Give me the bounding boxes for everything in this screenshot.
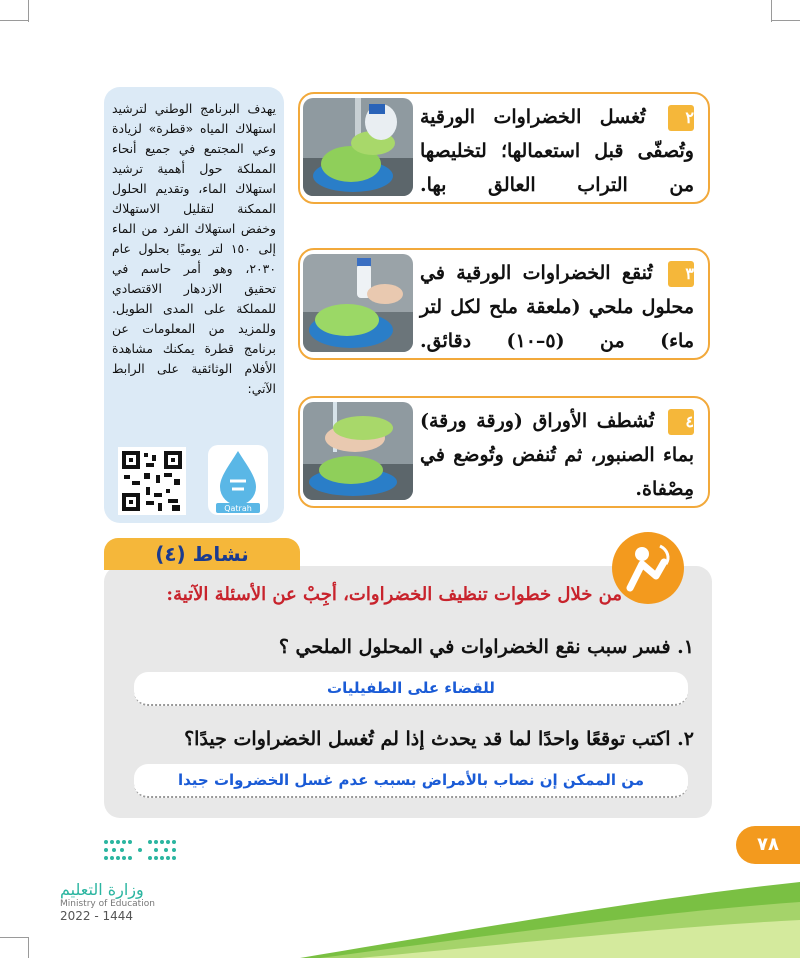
crop-mark bbox=[28, 0, 29, 22]
crop-mark bbox=[772, 20, 800, 21]
activity-prompt: من خلال خطوات تنظيف الخضراوات، أجِبْ عن الأسئلة الآتية: bbox=[166, 584, 622, 605]
edition-year: 2022 - 1444 bbox=[60, 909, 134, 923]
qatrah-logo bbox=[208, 445, 268, 515]
qatrah-logo-text: Qatrah bbox=[224, 504, 252, 513]
qatrah-description: يهدف البرنامج الوطني لترشيد استهلاك المياه «قطرة» لزيادة وعي المجتمع في جميع أنحاء المملكة حول أهمية ترشيد استهلاك الماء، وتقديم الحلول الممكنة لتقليل الاستهلاك وخفض استهلاك الفرد من الماء إلى ١٥٠ لتر يوميًا بحلول عام ٢٠٣٠، وهو أمر حاسم في تحقيق الازدهار الاقتصادي للمملكة على المدى الطويل. وللمزيد من المعلومات عن برنامج قطرة يمكنك مشاهدة الأفلام الوثائقية على الرابط الآتي: bbox=[112, 101, 276, 396]
crop-mark bbox=[0, 20, 28, 21]
step-description: تُشطف الأوراق (ورقة ورقة) بماء الصنبور، ثم تُنفض وتُوضع في مِصْفاة. bbox=[420, 410, 694, 500]
soaking-lettuce-photo bbox=[303, 254, 413, 352]
step-card-2 bbox=[298, 92, 710, 204]
step-number: ٢ bbox=[668, 105, 694, 131]
qatrah-info-box bbox=[104, 87, 284, 523]
question-2: ٢. اكتب توقعًا واحدًا لما قد يحدث إذا لم تُغسل الخضراوات جيدًا؟ bbox=[184, 728, 694, 750]
step-card-4 bbox=[298, 396, 710, 508]
step-number: ٣ bbox=[668, 261, 694, 287]
step-text-2 bbox=[420, 100, 694, 202]
washing-lettuce-photo bbox=[303, 98, 413, 196]
question-1: ١. فسر سبب نقع الخضراوات في المحلول الملحي ؟ bbox=[278, 636, 694, 658]
step-card-3 bbox=[298, 248, 710, 360]
rinsing-lettuce-photo bbox=[303, 402, 413, 500]
step-description: تُنقع الخضراوات الورقية في محلول ملحي (ملعقة ملح لكل لتر ماء) من (٥–١٠) دقائق. bbox=[420, 262, 695, 352]
page-number: ٧٨ bbox=[736, 826, 800, 864]
step-text-3 bbox=[420, 256, 694, 358]
answer-1-field[interactable]: للقضاء على الطفيليات bbox=[134, 672, 688, 706]
ministry-name-en: Ministry of Education bbox=[60, 899, 155, 909]
answer-2-field[interactable]: من الممكن إن نصاب بالأمراض بسبب عدم غسل الخضروات جيدا bbox=[134, 764, 688, 798]
step-text-4 bbox=[420, 404, 694, 506]
step-description: تُغسل الخضراوات الورقية وتُصفّى قبل استعمالها؛ لتخليصها من التراب العالق بها. bbox=[420, 106, 694, 196]
decorative-swoosh bbox=[0, 858, 800, 958]
ministry-name-ar: وزارة التعليم bbox=[60, 880, 144, 899]
qr-code-icon[interactable] bbox=[118, 447, 186, 515]
activity-person-icon bbox=[612, 532, 684, 604]
activity-title: نشاط (٤) bbox=[104, 538, 300, 570]
crop-mark bbox=[771, 0, 772, 22]
step-number: ٤ bbox=[668, 409, 694, 435]
